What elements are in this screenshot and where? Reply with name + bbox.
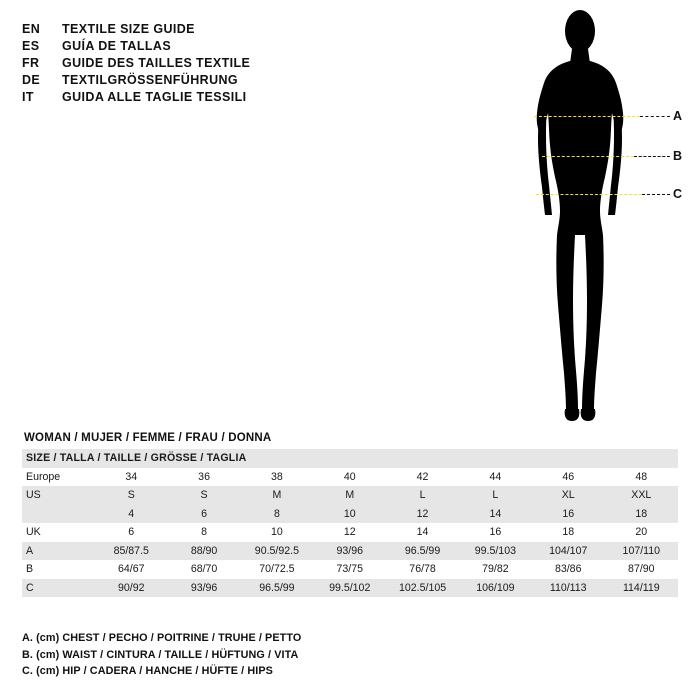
size-table-header-label: SIZE / TALLA / TAILLE / GRÖSSE / TAGLIA	[22, 449, 678, 468]
cell-a-7: 107/110	[605, 542, 678, 561]
cell-c-0: 90/92	[95, 579, 168, 598]
table-row	[22, 523, 678, 542]
size-table-group-title: WOMAN / MUJER / FEMME / FRAU / DONNA	[24, 432, 272, 444]
cell-b-0: 64/67	[95, 560, 168, 579]
cell-a-4: 96.5/99	[386, 542, 459, 561]
title-text-fr: GUIDE DES TAILLES TEXTILE	[62, 56, 251, 70]
legend-chest: A. (cm) CHEST / PECHO / POITRINE / TRUHE / PETTO	[22, 632, 302, 644]
cell-b-1: 68/70	[168, 560, 241, 579]
cell-uk-3: 12	[313, 523, 386, 542]
row-label-c: C	[22, 579, 95, 598]
cell-us-2: M	[240, 486, 313, 505]
table-row	[22, 560, 678, 579]
figure-area	[470, 0, 700, 440]
cell-uk-5: 16	[459, 523, 532, 542]
measure-label-b: B	[673, 149, 683, 163]
cell-b-4: 76/78	[386, 560, 459, 579]
title-text-en: TEXTILE SIZE GUIDE	[62, 22, 195, 36]
cell-europe-7: 48	[605, 468, 678, 487]
cell-a-0: 85/87.5	[95, 542, 168, 561]
table-row	[22, 542, 678, 561]
cell-europe-5: 44	[459, 468, 532, 487]
title-text-de: TEXTILGRÖSSENFÜHRUNG	[62, 73, 239, 87]
cell-usnum-2: 8	[240, 505, 313, 524]
cell-uk-1: 8	[168, 523, 241, 542]
chest-guide-line	[534, 116, 640, 117]
cell-usnum-0: 4	[95, 505, 168, 524]
cell-us-3: M	[313, 486, 386, 505]
cell-b-7: 87/90	[605, 560, 678, 579]
measurement-legend	[22, 632, 622, 682]
cell-c-4: 102.5/105	[386, 579, 459, 598]
cell-europe-2: 38	[240, 468, 313, 487]
waist-leader-line	[634, 156, 670, 157]
cell-a-3: 93/96	[313, 542, 386, 561]
cell-us-0: S	[95, 486, 168, 505]
legend-hip: C. (cm) HIP / CADERA / HANCHE / HÜFTE / HIPS	[22, 665, 273, 677]
measure-label-c: C	[673, 187, 683, 201]
cell-c-6: 110/113	[532, 579, 605, 598]
cell-a-1: 88/90	[168, 542, 241, 561]
row-label-us-numeric	[22, 505, 95, 524]
hip-leader-line	[642, 194, 670, 195]
title-row-it	[22, 90, 342, 104]
size-table-section	[22, 430, 678, 597]
cell-europe-4: 42	[386, 468, 459, 487]
title-lang-it: IT	[22, 90, 34, 104]
row-label-uk: UK	[22, 523, 95, 542]
title-lang-es: ES	[22, 39, 40, 53]
chest-leader-line	[640, 116, 670, 117]
cell-us-5: L	[459, 486, 532, 505]
cell-europe-0: 34	[95, 468, 168, 487]
cell-uk-2: 10	[240, 523, 313, 542]
table-row	[22, 468, 678, 487]
cell-c-2: 96.5/99	[240, 579, 313, 598]
row-label-a: A	[22, 542, 95, 561]
cell-c-5: 106/109	[459, 579, 532, 598]
table-row	[22, 579, 678, 598]
cell-usnum-6: 16	[532, 505, 605, 524]
size-table	[22, 449, 678, 597]
title-row-de	[22, 73, 342, 87]
cell-b-5: 79/82	[459, 560, 532, 579]
cell-us-1: S	[168, 486, 241, 505]
cell-europe-6: 46	[532, 468, 605, 487]
title-lang-de: DE	[22, 73, 41, 87]
cell-b-3: 73/75	[313, 560, 386, 579]
cell-a-2: 90.5/92.5	[240, 542, 313, 561]
cell-usnum-5: 14	[459, 505, 532, 524]
legend-waist: B. (cm) WAIST / CINTURA / TAILLE / HÜFTUNG / VITA	[22, 648, 299, 661]
cell-c-7: 114/119	[605, 579, 678, 598]
cell-us-7: XXL	[605, 486, 678, 505]
row-label-us: US	[22, 486, 95, 505]
cell-uk-7: 20	[605, 523, 678, 542]
cell-usnum-1: 6	[168, 505, 241, 524]
cell-europe-3: 40	[313, 468, 386, 487]
cell-uk-4: 14	[386, 523, 459, 542]
cell-uk-6: 18	[532, 523, 605, 542]
cell-europe-1: 36	[168, 468, 241, 487]
cell-us-6: XL	[532, 486, 605, 505]
cell-a-6: 104/107	[532, 542, 605, 561]
row-label-b: B	[22, 560, 95, 579]
cell-c-3: 99.5/102	[313, 579, 386, 598]
title-text-es: GUÍA DE TALLAS	[62, 39, 172, 53]
title-row-es	[22, 39, 342, 53]
waist-guide-line	[542, 156, 634, 157]
cell-usnum-7: 18	[605, 505, 678, 524]
hip-guide-line	[536, 194, 642, 195]
cell-usnum-4: 12	[386, 505, 459, 524]
cell-a-5: 99.5/103	[459, 542, 532, 561]
measure-label-a: A	[673, 109, 683, 123]
title-row-fr	[22, 56, 342, 70]
table-row	[22, 449, 678, 468]
row-label-europe: Europe	[22, 468, 95, 487]
size-guide-titles	[22, 22, 342, 107]
female-body-silhouette-icon	[500, 5, 660, 435]
cell-uk-0: 6	[95, 523, 168, 542]
title-text-it: GUIDA ALLE TAGLIE TESSILI	[62, 90, 247, 104]
title-row-en	[22, 22, 342, 36]
cell-b-6: 83/86	[532, 560, 605, 579]
cell-b-2: 70/72.5	[240, 560, 313, 579]
title-lang-en: EN	[22, 22, 41, 36]
cell-c-1: 93/96	[168, 579, 241, 598]
table-row	[22, 505, 678, 524]
cell-usnum-3: 10	[313, 505, 386, 524]
title-lang-fr: FR	[22, 56, 40, 70]
table-row	[22, 486, 678, 505]
cell-us-4: L	[386, 486, 459, 505]
